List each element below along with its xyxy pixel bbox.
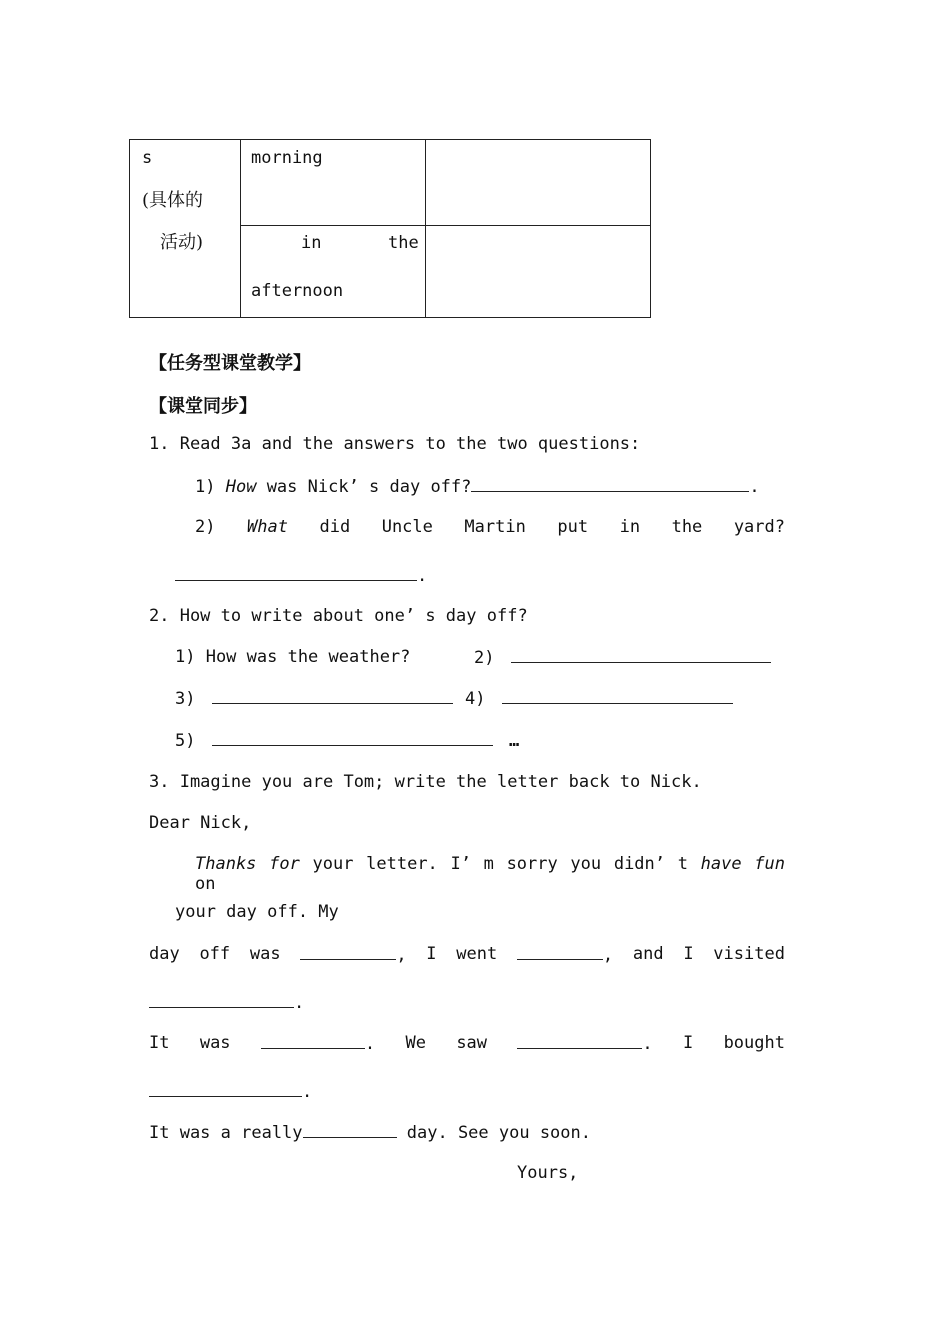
table-answer-cell[interactable] [425, 226, 651, 318]
table-time-cell: the [388, 233, 419, 253]
comma: , [602, 945, 614, 965]
letter-text: have fun [700, 854, 785, 874]
period: . [749, 477, 760, 497]
item-number: 5) [175, 731, 196, 751]
letter-text: day. See you soon. [396, 1123, 591, 1143]
sub-word: Martin [464, 517, 526, 537]
q1-sub-1 [195, 476, 760, 497]
table-time-cell: afternoon [251, 281, 344, 301]
period: . [302, 1082, 313, 1102]
schedule-table [129, 139, 651, 318]
period: . [294, 993, 305, 1013]
letter-line-1 [195, 854, 785, 894]
q1-sub-2-answer [175, 565, 427, 586]
letter-word: was [199, 1033, 231, 1053]
letter-text: Thanks for [195, 854, 300, 874]
sub-word: the [671, 517, 703, 537]
q2-item-4 [465, 688, 733, 709]
answer-blank[interactable] [471, 476, 749, 492]
answer-blank[interactable] [303, 1122, 397, 1138]
question-3: 3. Imagine you are Tom; write the letter back to Nick. [149, 772, 702, 792]
letter-word: I [682, 1033, 694, 1053]
letter-line-5 [149, 1033, 785, 1054]
letter-word: went [456, 944, 498, 964]
sub-word: yard? [733, 517, 785, 537]
letter-word: day [149, 944, 180, 964]
letter-word: off [199, 944, 231, 964]
letter-text: on [195, 874, 216, 894]
letter-greeting: Dear Nick, [149, 813, 252, 833]
letter-word: visited [713, 944, 785, 964]
letter-word: We [405, 1033, 426, 1053]
table-time-cell: morning [251, 148, 323, 168]
comma: , [396, 945, 407, 965]
letter-word: I [683, 944, 694, 964]
answer-blank[interactable] [261, 1033, 365, 1049]
sub-word: What [247, 517, 288, 537]
item-number: 3) [175, 689, 196, 709]
answer-blank[interactable] [511, 647, 771, 663]
sub-number: 1) [195, 477, 216, 497]
answer-blank[interactable] [502, 688, 733, 704]
answer-blank[interactable] [517, 1033, 642, 1049]
letter-word: was [249, 944, 281, 964]
letter-word: It [149, 1033, 170, 1053]
section-heading: 【任务型课堂教学】 [149, 353, 311, 374]
table-time-cell: in [301, 233, 322, 253]
item-number: 2) [474, 648, 495, 668]
letter-word: I [426, 944, 437, 964]
letter-word: bought [723, 1033, 785, 1053]
letter-word: saw [456, 1033, 488, 1053]
answer-blank[interactable] [517, 944, 603, 960]
letter-line-4 [149, 992, 304, 1013]
ellipsis: … [508, 731, 520, 751]
letter-line-3 [149, 944, 785, 965]
answer-blank[interactable] [149, 1081, 302, 1097]
question-1: 1. Read 3a and the answers to the two questions: [149, 434, 641, 454]
sub-number: 2) [195, 517, 216, 537]
table-divider [240, 140, 241, 317]
period: . [642, 1034, 653, 1054]
q2-item-5 [175, 730, 519, 751]
table-label-line: 活动) [160, 232, 204, 253]
answer-blank[interactable] [300, 944, 396, 960]
sub-text: was Nick’ s day off? [256, 477, 472, 497]
question-2: 2. How to write about one’ s day off? [149, 606, 528, 626]
letter-text: It was a really [149, 1123, 303, 1143]
item-number: 4) [465, 689, 486, 709]
letter-word: and [632, 944, 664, 964]
sub-word: Uncle [381, 517, 433, 537]
table-answer-cell[interactable] [425, 140, 651, 225]
sub-lead: How [225, 477, 257, 497]
q2-item-2 [474, 647, 771, 668]
q2-item-1: 1) How was the weather? [175, 647, 411, 667]
letter-text: your letter. I’ m sorry you didn’ t [299, 854, 701, 874]
q2-item-3 [175, 688, 453, 709]
table-label-line: s [142, 148, 153, 168]
answer-blank[interactable] [212, 688, 453, 704]
answer-blank[interactable] [212, 730, 493, 746]
q1-sub-2 [195, 517, 785, 537]
answer-blank[interactable] [175, 565, 417, 581]
sub-word: in [619, 517, 641, 537]
answer-blank[interactable] [149, 992, 294, 1008]
period: . [364, 1034, 376, 1054]
letter-closing: Yours, [517, 1163, 579, 1183]
sub-word: did [319, 517, 351, 537]
letter-line-2: your day off. My [175, 902, 339, 922]
section-heading: 【课堂同步】 [149, 396, 257, 417]
letter-line-6 [149, 1081, 312, 1102]
sub-word: put [557, 517, 589, 537]
period: . [417, 566, 428, 586]
letter-line-7 [149, 1122, 591, 1143]
table-label-line: (具体的 [142, 190, 204, 211]
